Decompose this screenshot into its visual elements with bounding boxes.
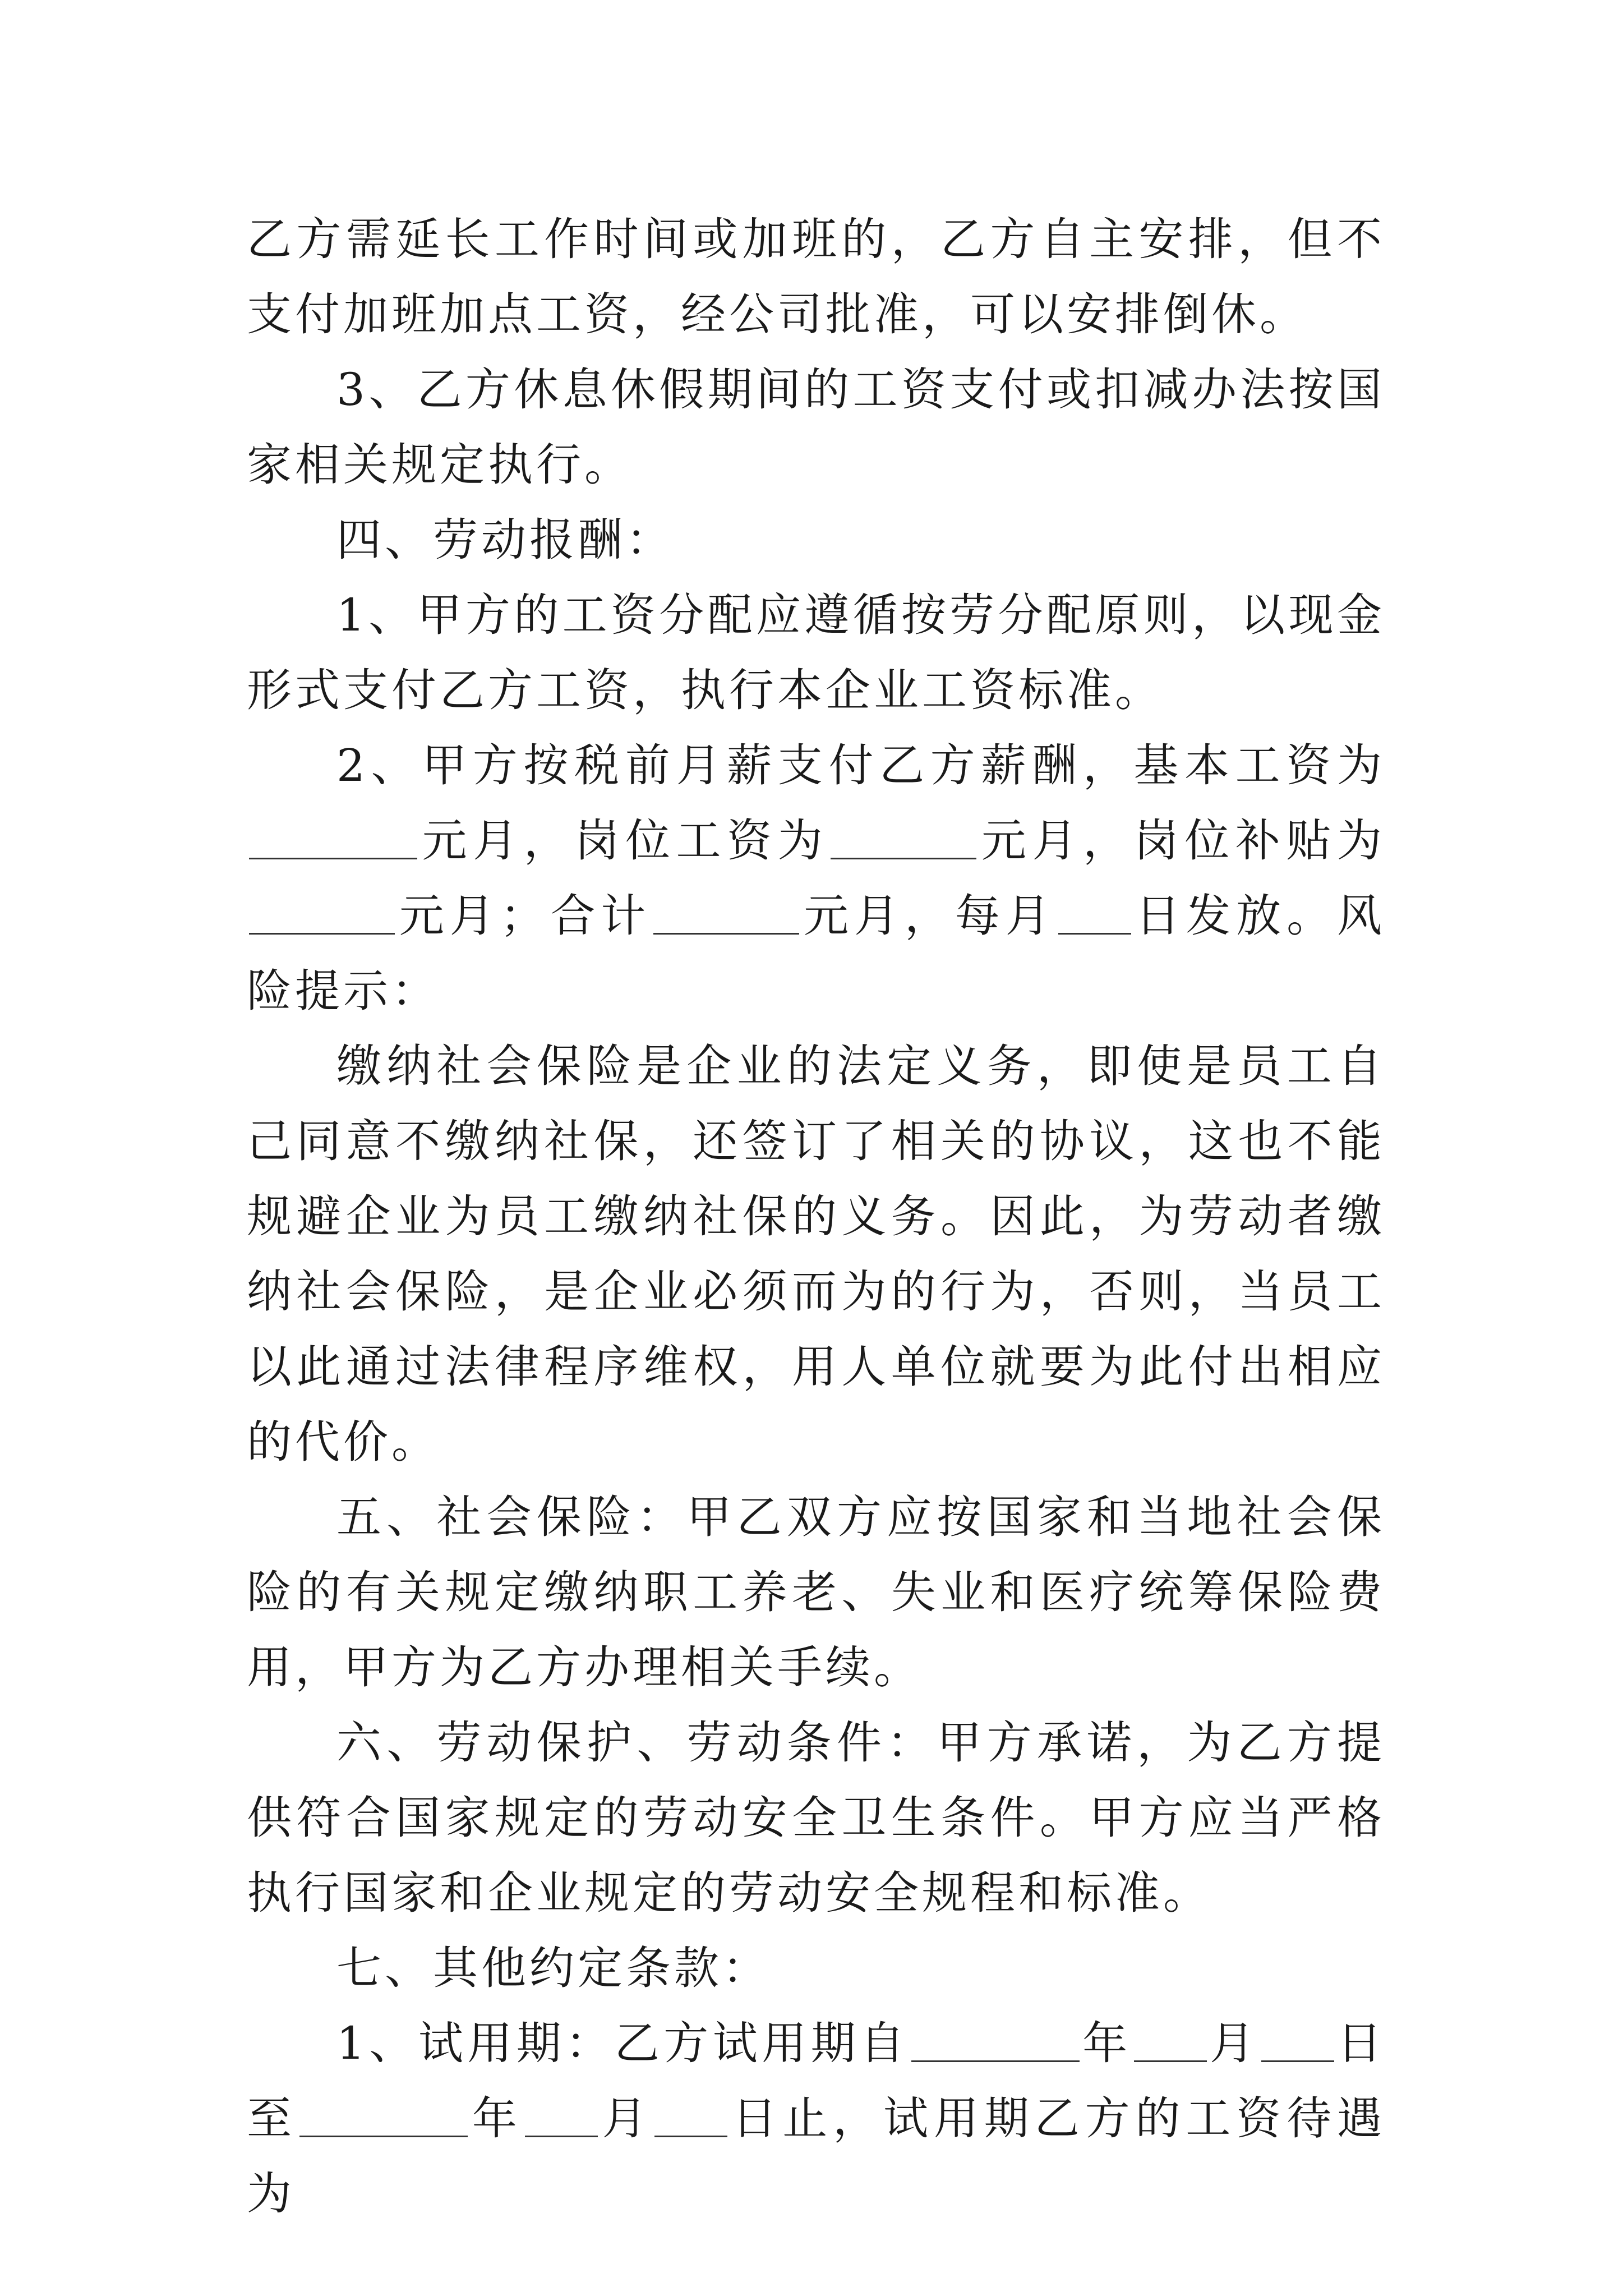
- paragraph-text: 元月，岗位补贴为: [979, 815, 1386, 867]
- paragraph-text: 元月，岗位工资为: [419, 815, 829, 867]
- paragraph-text: 年: [469, 2092, 523, 2145]
- paragraph-text: 2、甲方按税前月薪支付乙方薪酬，基本工资为: [336, 739, 1385, 792]
- paragraph-text: 元月；合计: [397, 890, 652, 942]
- fill-in-blank[interactable]: [911, 2021, 1080, 2062]
- fill-in-blank[interactable]: [1261, 2021, 1334, 2062]
- paragraph-p7: [247, 1480, 1385, 1705]
- paragraph-text: 1、甲方的工资分配应遵循按劳分配原则，以现金形式支付乙方工资，执行本企业工资标准。: [247, 589, 1385, 716]
- paragraph-text: 七、其他约定条款：: [336, 1942, 771, 1994]
- paragraph-text: 月: [600, 2092, 653, 2145]
- paragraph-text: 日至: [247, 2017, 1386, 2145]
- fill-in-blank[interactable]: [1058, 894, 1131, 935]
- paragraph-text: 乙方需延长工作时间或加班的，乙方自主安排，但不支付加班加点工资，经公司批准，可以安排倒休。: [247, 213, 1385, 341]
- fill-in-blank[interactable]: [653, 894, 799, 935]
- paragraph-p10: [247, 2006, 1385, 2231]
- paragraph-p3: [247, 503, 1385, 578]
- fill-in-blank[interactable]: [1134, 2021, 1207, 2062]
- paragraph-text: 日发放。风险提示：: [247, 890, 1386, 1017]
- document-body: [247, 202, 1385, 2231]
- paragraph-text: 3、乙方休息休假期间的工资支付或扣减办法按国家相关规定执行。: [247, 364, 1385, 491]
- paragraph-text: 年: [1081, 2017, 1132, 2069]
- fill-in-blank[interactable]: [525, 2096, 598, 2137]
- paragraph-p6: [247, 1029, 1385, 1480]
- fill-in-blank[interactable]: [654, 2096, 727, 2137]
- paragraph-text: 日止，试用期乙方的工资待遇为: [247, 2092, 1386, 2220]
- paragraph-text: 六、劳动保护、劳动条件：甲方承诺，为乙方提供符合国家规定的劳动安全卫生条件。甲方应当严格执行国家和企业规定的劳动安全规程和标准。: [247, 1717, 1385, 1919]
- fill-in-blank[interactable]: [299, 2096, 468, 2137]
- fill-in-blank[interactable]: [831, 818, 976, 859]
- paragraph-text: 五、社会保险：甲乙双方应按国家和当地社会保险的有关规定缴纳职工养老、失业和医疗统筹保险费用，甲方为乙方办理相关手续。: [247, 1491, 1385, 1694]
- paragraph-text: 四、劳动报酬：: [336, 514, 674, 566]
- paragraph-p8: [247, 1705, 1385, 1931]
- fill-in-blank[interactable]: [249, 818, 417, 859]
- paragraph-text: 缴纳社会保险是企业的法定义务，即使是员工自己同意不缴纳社保，还签订了相关的协议，这也不能规避企业为员工缴纳社保的义务。因此，为劳动者缴纳社会保险，是企业必须而为的行为，否则，当员工以此通过法律程序维权，用人单位就要为此付出相应的代价。: [247, 1040, 1385, 1468]
- paragraph-text: 元月，每月: [801, 890, 1056, 942]
- fill-in-blank[interactable]: [249, 894, 395, 935]
- paragraph-p5: [247, 728, 1385, 1029]
- paragraph-p1: [247, 202, 1385, 352]
- paragraph-text: 月: [1209, 2017, 1259, 2069]
- paragraph-p4: [247, 578, 1385, 728]
- paragraph-p2: [247, 352, 1385, 503]
- paragraph-p9: [247, 1931, 1385, 2006]
- paragraph-text: 1、试用期：乙方试用期自: [336, 2017, 909, 2069]
